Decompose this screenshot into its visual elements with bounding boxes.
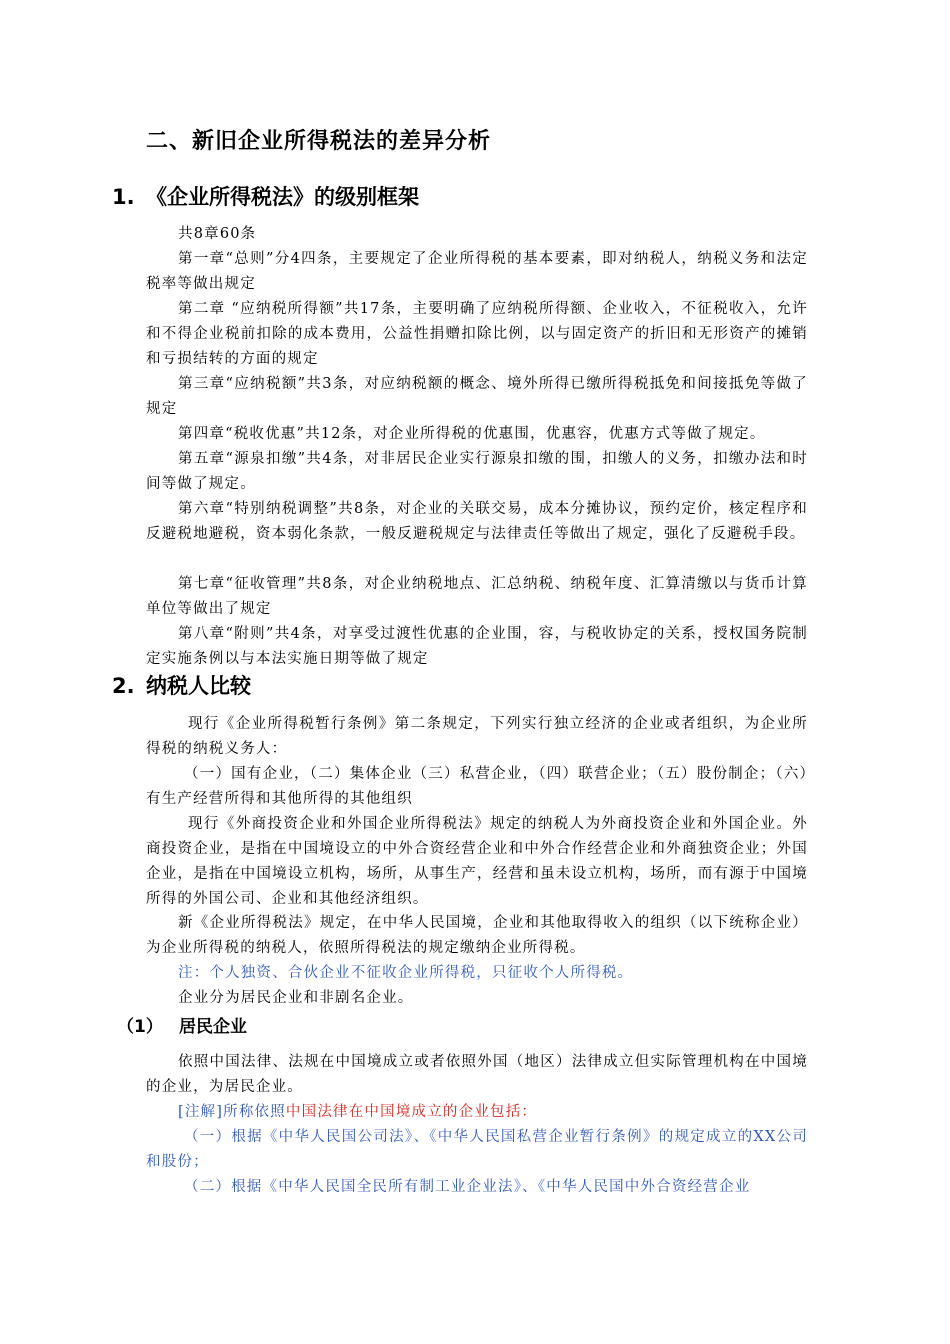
section-number: 1.: [112, 185, 135, 209]
document-title: 二、新旧企业所得税法的差异分析: [146, 129, 492, 154]
chapter-paragraph: 第六章“特别纳税调整”共8条，对企业的关联交易，成本分摊协议，预约定价，核定程序和反避税地避税，资本弱化条款，一般反避税规定与法律责任等做出了规定，强化了反避税手段。: [146, 501, 808, 542]
subsection-number: （1）: [117, 1017, 163, 1037]
note-text: 注：个人独资、合伙企业不征收企业所得税，只征收个人所得税。: [178, 965, 634, 981]
chapter-paragraph: 第八章“附则”共4条，对享受过渡性优惠的企业围，容，与税收协定的关系，授权国务院制定实施条例以与本法实施日期等做了规定: [146, 626, 808, 667]
subsection-title: 居民企业: [179, 1017, 247, 1037]
chapter-paragraph: 第五章“源泉扣缴”共4条，对非居民企业实行源泉扣缴的围，扣缴人的义务，扣缴办法和时间等做了规定。: [146, 451, 808, 492]
chapter-paragraph: 第七章“征收管理”共8条，对企业纳税地点、汇总纳税、纳税年度、汇算清缴以与货币计算单位等做出了规定: [146, 576, 808, 617]
annotation-highlight: 中国法律在中国境成立的企业包括：: [285, 1104, 538, 1120]
chapter-paragraph: 第四章“税收优惠”共12条，对企业所得税的优惠围，优惠容，优惠方式等做了规定。: [178, 426, 766, 442]
section-heading-taxpayer: [112, 670, 251, 700]
taxpayer-paragraph: 新《企业所得税法》规定，在中华人民国境，企业和其他取得收入的组织（以下统称企业）为企业所得税的纳税人，依照所得税法的规定缴纳企业所得税。: [146, 915, 808, 956]
resident-definition: 依照中国法律、法规在中国境成立或者依照外国（地区）法律成立但实际管理机构在中国境的企业，为居民企业。: [146, 1054, 808, 1095]
taxpayer-paragraph: 现行《外商投资企业和外国企业所得税法》规定的纳税人为外商投资企业和外国企业。外商投资企业，是指在中国境设立的中外合资经营企业和中外合作经营企业和外商独资企业；外国企业，是指在中国境设立机构，场所，从事生产，经营和虽未设立机构，场所，而有源于中国境所得的外国公司、企业和其他经济组织。: [146, 816, 808, 907]
annotation-item: （一）根据《中华人民国公司法》、《中华人民国私营企业暂行条例》的规定成立的XX公司和股份；: [146, 1129, 808, 1170]
subsection-heading-resident: [117, 1012, 247, 1037]
chapter-paragraph: 第三章“应纳税额”共3条，对应纳税额的概念、境外所得已缴所得税抵免和间接抵免等做了规定: [146, 376, 808, 417]
annotation-item: （二）根据《中华人民国全民所有制工业企业法》、《中华人民国中外合资经营企业: [184, 1179, 751, 1195]
section-number: 2.: [112, 674, 135, 698]
annotation-line: [146, 1100, 808, 1125]
chapter-summary: 共8章60条: [178, 226, 257, 242]
annotation-prefix: [注解]所称依照: [178, 1104, 286, 1120]
section-title: 纳税人比较: [146, 674, 251, 698]
taxpayer-paragraph: 现行《企业所得税暂行条例》第二条规定，下列实行独立经济的企业或者组织，为企业所得税的纳税义务人：: [146, 716, 808, 757]
chapter-paragraph: 第一章“总则”分4四条，主要规定了企业所得税的基本要素，即对纳税人，纳税义务和法定税率等做出规定: [146, 251, 808, 292]
section-heading-framework: [112, 181, 419, 211]
chapter-paragraph: 第二章 “应纳税所得额”共17条，主要明确了应纳税所得额、企业收入，不征税收入，允许和不得企业税前扣除的成本费用，公益性捐赠扣除比例，以与固定资产的折旧和无形资产的摊销和亏损结转的方面的规定: [146, 301, 808, 367]
taxpayer-paragraph: （一）国有企业，（二）集体企业（三）私营企业，（四）联营企业；（五）股份制企；（六）有生产经营所得和其他所得的其他组织: [146, 766, 808, 807]
classification-text: 企业分为居民企业和非剧名企业。: [178, 990, 414, 1006]
section-title: 《企业所得税法》的级别框架: [146, 185, 419, 209]
